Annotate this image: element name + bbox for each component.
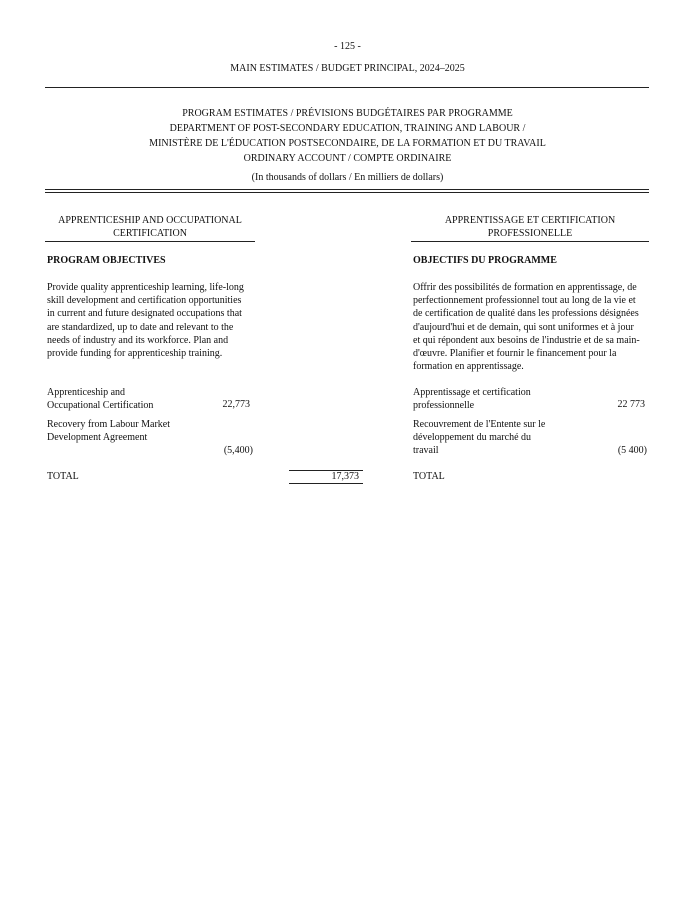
objectives-line: needs of industry and its workforce. Plan and (47, 334, 229, 346)
total-value: 17,373 (331, 471, 359, 482)
section-title-fr (411, 214, 649, 240)
header-line-department-fr: MINISTÈRE DE L'ÉDUCATION POSTSECONDAIRE, DE LA FORMATION ET DU TRAVAIL (149, 138, 546, 149)
item-recovery-value-fr: (5 400) (617, 445, 647, 456)
total-label-en: TOTAL (47, 471, 79, 482)
item-recovery-label-fr (413, 418, 583, 458)
objectives-line: Provide quality apprenticeship learning, life-long (47, 282, 244, 293)
objectives-line: d'œuvre. Planifier et fournir le financement pour la (413, 348, 617, 360)
item-label-line: Occupational Certification (47, 400, 154, 412)
page-number: - 125 - (334, 41, 361, 52)
item-label-line: Apprentissage et certification (413, 387, 531, 398)
item-label-line: Recouvrement de l'Entente sur le (413, 419, 546, 430)
total-label-fr: TOTAL (413, 471, 445, 482)
header-line-program-estimates: PROGRAM ESTIMATES / PRÉVISIONS BUDGÉTAIRES PAR PROGRAMME (182, 108, 513, 119)
item-apprenticeship-value-fr: 22 773 (617, 399, 645, 410)
section-title-en (45, 214, 255, 240)
section-title-fr-line1: APPRENTISSAGE ET CERTIFICATION (444, 215, 616, 226)
section-rule-en (45, 241, 255, 242)
objectives-line: in current and future designated occupations that (47, 308, 242, 320)
objectives-heading-fr: OBJECTIFS DU PROGRAMME (413, 255, 557, 266)
objectives-line: provide funding for apprenticeship training. (47, 348, 223, 360)
objectives-text-fr (413, 281, 649, 373)
item-recovery-label-en (47, 418, 217, 444)
objectives-line: perfectionnement professionnel tout au long de la vie et (413, 295, 636, 307)
item-apprenticeship-label-en (47, 386, 217, 412)
objectives-line: et qui répondent aux besoins de l'industrie et de sa main- (413, 334, 640, 346)
item-label-line: Development Agreement (47, 432, 148, 444)
section-title-fr-line2: PROFESSIONELLE (487, 228, 573, 239)
header-double-rule (45, 189, 649, 193)
objectives-line: de certification de qualité dans les professions désignées (413, 308, 639, 320)
objectives-line: skill development and certification opportunities (47, 295, 242, 307)
objectives-line: Offrir des possibilités de formation en apprentissage, de (413, 282, 637, 293)
header-line-units: (In thousands of dollars / En milliers de dollars) (251, 172, 444, 183)
objectives-line: d'aujourd'hui et de demain, qui sont uniformes et à jour (413, 321, 634, 333)
section-title-en-line1: APPRENTICESHIP AND OCCUPATIONAL (58, 215, 242, 226)
item-label-line: Apprenticeship and (47, 387, 126, 398)
objectives-heading-en: PROGRAM OBJECTIVES (47, 255, 166, 266)
item-label-line: professionnelle (413, 400, 475, 412)
item-label-line: développement du marché du (413, 432, 532, 444)
header-line-account: ORDINARY ACCOUNT / COMPTE ORDINAIRE (243, 153, 452, 164)
header-rule (45, 87, 649, 88)
objectives-line: are standardized, up to date and relevant to the (47, 321, 234, 333)
objectives-text-en (47, 281, 255, 360)
total-rule-bottom (289, 483, 363, 484)
objectives-line: formation en apprentissage. (413, 361, 524, 373)
section-rule-fr (411, 241, 649, 242)
item-apprenticeship-label-fr (413, 386, 603, 412)
section-title-en-line2: CERTIFICATION (113, 228, 187, 239)
document-title: MAIN ESTIMATES / BUDGET PRINCIPAL, 2024–2025 (230, 63, 465, 74)
item-apprenticeship-value-en: 22,773 (222, 399, 250, 410)
item-label-line: Recovery from Labour Market (47, 419, 171, 430)
item-recovery-value-en: (5,400) (223, 445, 253, 456)
item-label-line: travail (413, 445, 439, 457)
header-line-department-en: DEPARTMENT OF POST-SECONDARY EDUCATION, TRAINING AND LABOUR / (169, 123, 526, 134)
